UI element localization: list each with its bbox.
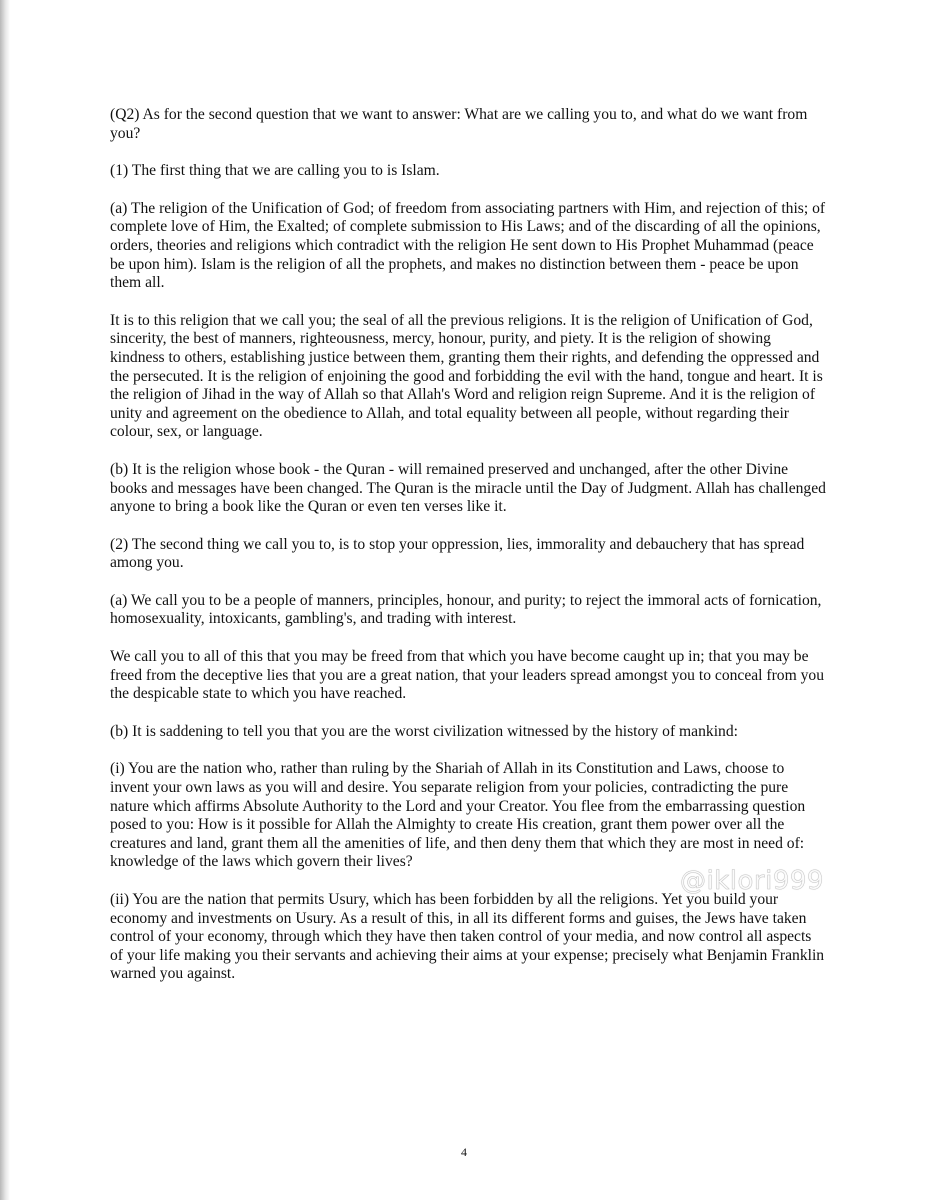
paragraph-point-2a: (a) We call you to be a people of manners, principles, honour, and purity; to reject the immoral acts of fornication, homosexuality, intoxicants, gambling's, and trading with interest.	[110, 591, 822, 628]
paragraph-point-2: (2) The second thing we call you to, is to stop your oppression, lies, immorality and debauchery that has spread among you.	[110, 535, 805, 572]
page-edge-shadow	[0, 0, 10, 1200]
watermark: @iklori999	[680, 866, 824, 896]
paragraph-q2-intro: (Q2) As for the second question that we want to answer: What are we calling you to, and what do we want from you?	[110, 106, 808, 142]
paragraph-point-2b: (b) It is saddening to tell you that you are the worst civilization witnessed by the history of mankind:	[110, 722, 738, 740]
paragraph-point-1a: (a) The religion of the Unification of God; of freedom from associating partners with Him, and rejection of this; of complete love of Him, the Exalted; of complete submission to His Laws; and of the discarding of all the opinions, orders, theories and religions which contradict with the religion He sent down to His Prophet Muhammad (peace be upon him). Islam is the religion of all the prophets, and makes no distinction between them - peace be upon them all.	[110, 199, 826, 292]
paragraph-point-1: (1) The first thing that we are calling you to is Islam.	[110, 162, 440, 180]
paragraph-point-1b: (b) It is the religion whose book - the Quran - will remained preserved and unchanged, after the other Divine books and messages have been changed. The Quran is the miracle until the Day of Judgment. Allah has challenged anyone to bring a book like the Quran or even ten verses like it.	[110, 460, 826, 516]
paragraph-point-ii: (ii) You are the nation that permits Usury, which has been forbidden by all the religions. Yet you build your economy and investments on Usury. As a result of this, in all its different forms and guises, the Jews have taken control of your economy, through which they have then taken control of your media, and now control all aspects of your life making you their servants and achieving their aims at your expense; precisely what Benjamin Franklin warned you against.	[110, 891, 825, 983]
paragraph-religion-description: It is to this religion that we call you; the seal of all the previous religions. It is the religion of Unification of God, sincerity, the best of manners, righteousness, mercy, honour, purity, and piety. It is the religion of showing kindness to others, establishing justice between them, granting them their rights, and defending the oppressed and the persecuted. It is the religion of enjoining the good and forbidding the evil with the hand, tongue and heart. It is the religion of Jihad in the way of Allah so that Allah's Word and religion reign Supreme. And it is the religion of unity and agreement on the obedience to Allah, and total equality between all people, without regarding their colour, sex, or language.	[110, 311, 823, 441]
paragraph-point-i: (i) You are the nation who, rather than ruling by the Shariah of Allah in its Constitution and Laws, choose to invent your own laws as you will and desire. You separate religion from your policies, contradicting the pure nature which affirms Absolute Authority to the Lord and your Creator. You flee from the embarrassing question posed to you: How is it possible for Allah the Almighty to create His creation, grant them power over all the creatures and land, grant them all the amenities of life, and then deny them that which they are most in need of: knowledge of the laws which govern their lives?	[110, 760, 806, 871]
page-number: 4	[461, 1145, 467, 1159]
paragraph-freedom: We call you to all of this that you may be freed from that which you have become caught up in; that you may be freed from the deceptive lies that you are a great nation, that your leaders spread amongst you to conceal from you the despicable state to which you have reached.	[110, 648, 825, 703]
